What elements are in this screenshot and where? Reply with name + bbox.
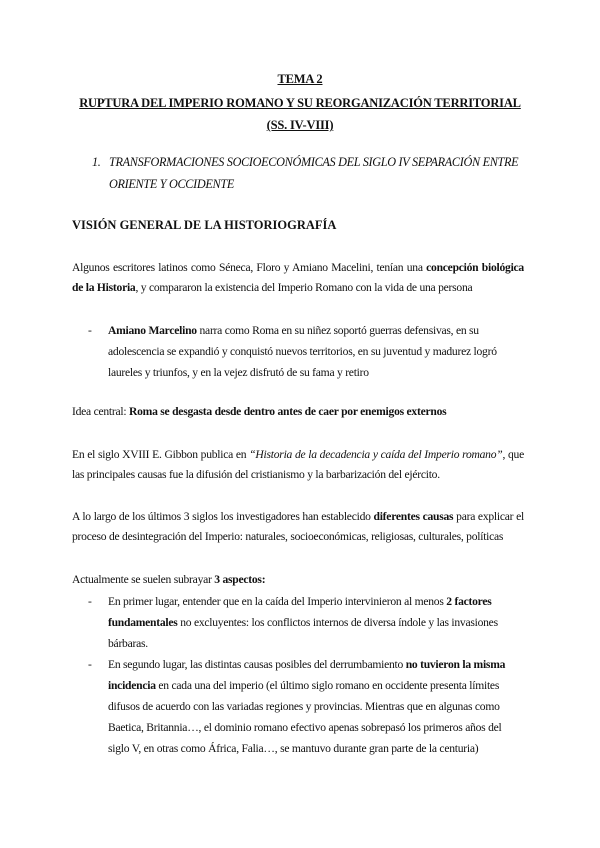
historiography-heading: VISIÓN GENERAL DE LA HISTORIOGRAFÍA: [72, 218, 337, 232]
title-tema: TEMA 2: [277, 72, 323, 86]
bullet-first-place: - En primer lugar, entender que en la caída del Imperio intervinieron al menos 2 factores fundamentales no excluyentes: los conflictos internos de diversa índole y las invasiones bárbaras.: [88, 591, 518, 654]
bullet-dash: -: [88, 658, 92, 671]
paragraph-biological-conception: Algunos escritores latinos como Séneca, Floro y Amiano Macelini, tenían una concepción biológica de la Historia, y compararon la existencia del Imperio Romano con la vida de una persona: [72, 261, 524, 294]
bullet-second-place: - En segundo lugar, las distintas causas posibles del derrumbamiento no tuvieron la misma incidencia en cada una del imperio (el último siglo romano en occidente presenta límites difusos de acuerdo con las variadas regiones y provincias. Mientras que en algunas como Baetica, Britannia…, el dominio romano efectivo apenas sobrepasó los primeros años del siglo V, en otras como África, Falia…, se mantuvo durante gran parte de la centuria): [88, 654, 518, 759]
bullet-dash: -: [88, 324, 92, 337]
paragraph-causes: A lo largo de los últimos 3 siglos los investigadores han establecido diferentes causas para explicar el proceso de desintegración del Imperio: naturales, socioeconómicas, religiosas, culturales, políticas: [72, 510, 524, 543]
title-main: RUPTURA DEL IMPERIO ROMANO Y SU REORGANIZACIÓN TERRITORIAL: [79, 96, 521, 110]
bullet-amiano: - Amiano Marcelino narra como Roma en su niñez soportó guerras defensivas, en su adolescencia se expandió y conquistó nuevos territorios, en su juventud y madurez logró laureles y triunfos, y en la vejez disfrutó de su fama y retiro: [88, 320, 518, 383]
central-idea: Idea central: Roma se desgasta desde dentro antes de caer por enemigos externos: [72, 405, 447, 418]
paragraph-three-aspects: Actualmente se suelen subrayar 3 aspectos:: [72, 573, 266, 586]
paragraph-gibbon: En el siglo XVIII E. Gibbon publica en “Historia de la decadencia y caída del Imperio romano”, que las principales causas fue la difusión del cristianismo y la barbarización del ejército.: [72, 448, 525, 481]
bullet-dash: -: [88, 595, 92, 608]
section-number: 1.: [92, 155, 101, 169]
section-heading: [92, 151, 542, 195]
section-title: TRANSFORMACIONES SOCIOECONÓMICAS DEL SIGLO IV SEPARACIÓN ENTRE ORIENTE Y OCCIDENTE: [109, 155, 519, 191]
title-dates: (SS. IV-VIII): [266, 118, 334, 132]
